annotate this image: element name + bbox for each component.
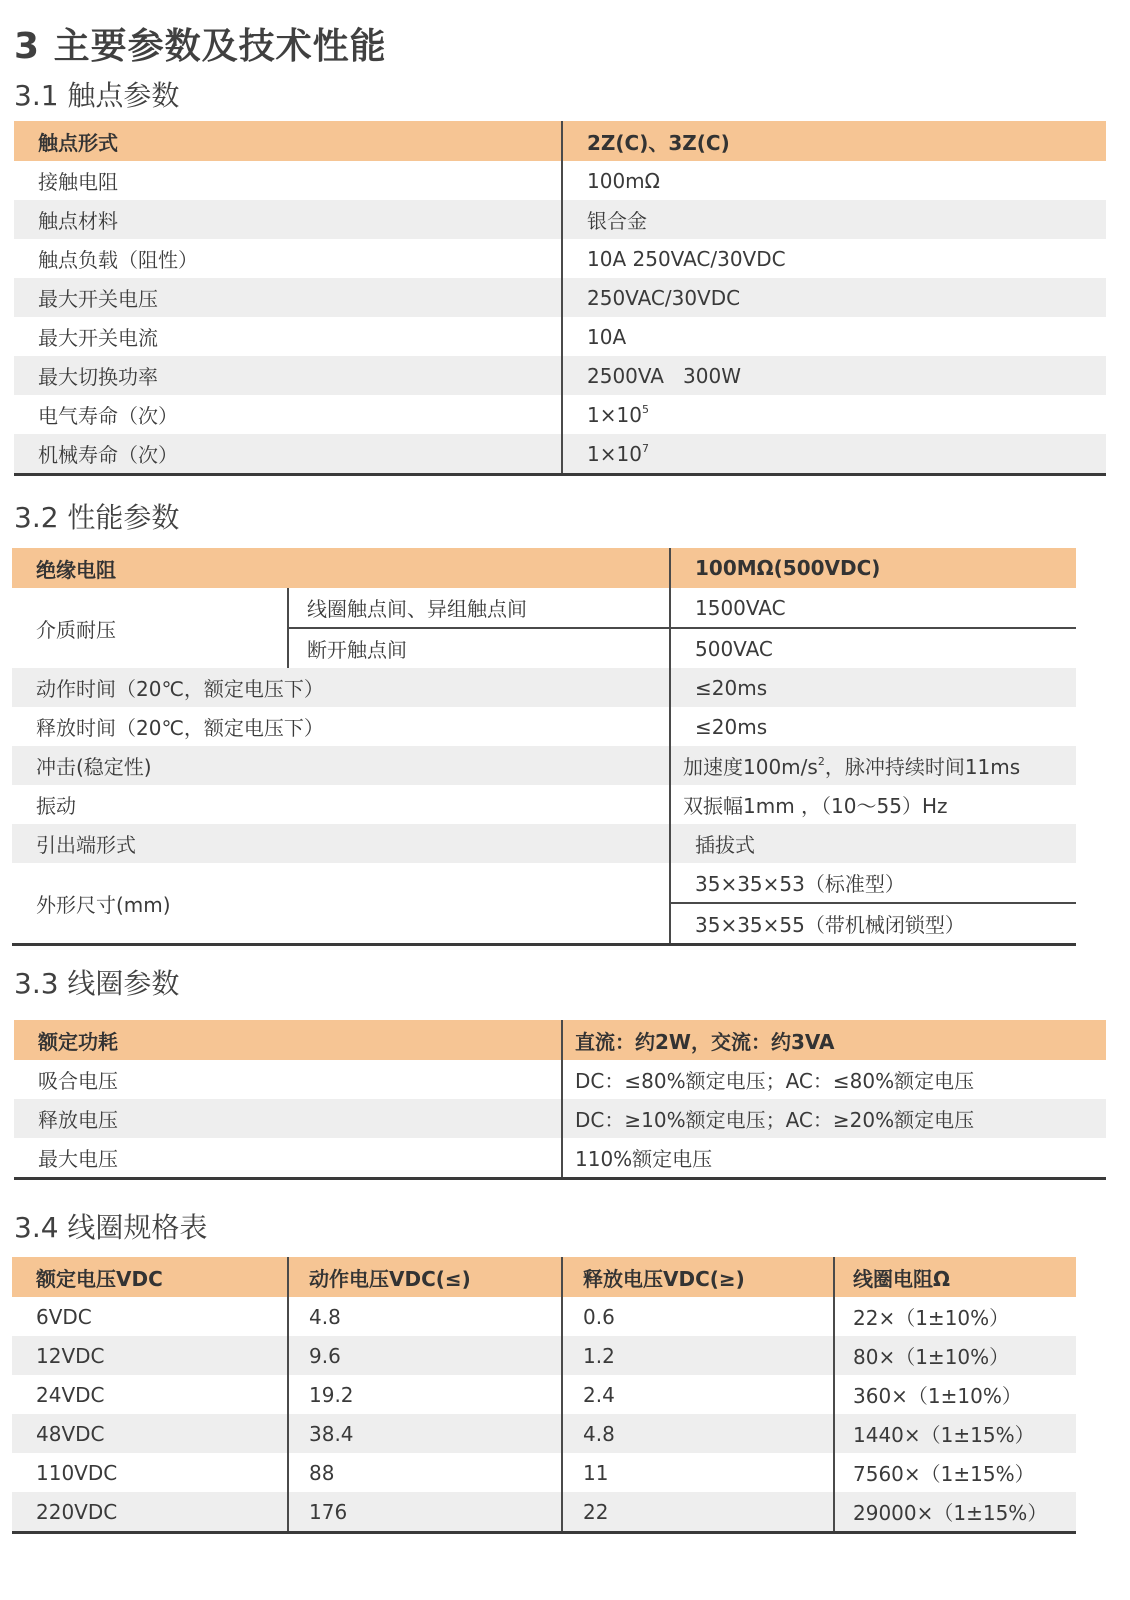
cell-rated-voltage: 24VDC [36, 1382, 105, 1407]
param-value: 500VAC [670, 628, 1076, 668]
param-value: 35×35×55（带机械闭锁型） [670, 903, 1076, 945]
param-value: ≤20ms [670, 668, 1076, 707]
table-header [14, 121, 1106, 161]
value-rest: ，脉冲持续时间11ms [824, 755, 1021, 779]
cell-coil-resistance: 80×（1±10%） [834, 1336, 1076, 1375]
param-value: 2500VA 300W [562, 356, 1106, 395]
cell-release-voltage: 11 [562, 1453, 834, 1492]
table-row [14, 278, 1106, 317]
param-label: 最大电压 [38, 1147, 118, 1171]
param-value: 10A [562, 317, 1106, 356]
param-label: 最大开关电压 [14, 278, 562, 317]
cell-pickup-voltage: 9.6 [288, 1336, 562, 1375]
table-row [12, 785, 1076, 824]
page-title: 3 主要参数及技术性能 [14, 26, 387, 67]
header-cell: 触点形式 [14, 121, 562, 161]
table-row [14, 1060, 1106, 1099]
header-cell: 额定功耗 [14, 1020, 562, 1060]
table-row [14, 1099, 1106, 1138]
table-row [12, 707, 1076, 746]
table-row [14, 317, 1106, 356]
cell-coil-resistance: 22×（1±10%） [834, 1297, 1076, 1336]
table-row [12, 824, 1076, 863]
param-value [562, 434, 1106, 475]
header-cell: 线圈电阻Ω [834, 1257, 1076, 1297]
table-row [12, 1375, 1076, 1414]
cell-rated-voltage: 110VDC [36, 1460, 118, 1485]
param-value: 10A 250VAC/30VDC [562, 239, 1106, 278]
param-value: DC：≤80%额定电压；AC：≤80%额定电压 [562, 1060, 1106, 1099]
table-row [12, 746, 1076, 785]
header-cell: 动作电压VDC(≤) [288, 1257, 562, 1297]
table-row [14, 356, 1106, 395]
coil-spec-table [12, 1257, 1076, 1534]
header-cell: 释放电压VDC(≥) [562, 1257, 834, 1297]
param-value: ≤20ms [670, 707, 1076, 746]
param-label: 触点负载（阻性） [38, 248, 198, 272]
param-value: 35×35×53（标准型） [670, 863, 1076, 903]
cell-coil-resistance: 29000×（1±15%） [834, 1492, 1076, 1533]
contact-params-table [14, 121, 1106, 476]
param-value: 插拔式 [670, 824, 1076, 863]
value-exponent: 5 [641, 402, 649, 416]
param-value: DC：≥10%额定电压；AC：≥20%额定电压 [562, 1099, 1106, 1138]
table-header [12, 548, 1076, 588]
param-label: 释放电压 [14, 1099, 562, 1138]
section-heading-coil: 3.3 线圈参数 [14, 967, 180, 1000]
section-heading-coil-spec: 3.4 线圈规格表 [14, 1211, 208, 1244]
param-value: 1500VAC [670, 588, 1076, 628]
table-row [12, 1453, 1076, 1492]
param-label: 机械寿命（次） [14, 434, 562, 475]
section-heading-contact: 3.1 触点参数 [14, 79, 180, 112]
param-label: 介质耐压 [12, 588, 288, 668]
param-sublabel: 线圈触点间、异组触点间 [288, 588, 670, 628]
value-base: 1×10 [587, 402, 642, 427]
cell-release-voltage: 1.2 [562, 1336, 834, 1375]
value-exponent: 7 [641, 441, 649, 455]
value-base: 1×10 [587, 441, 642, 466]
param-value: 100mΩ [562, 161, 1106, 200]
param-label: 最大开关电流 [38, 326, 158, 350]
table-row [14, 200, 1106, 239]
header-cell: 100MΩ(500VDC) [670, 548, 1076, 588]
cell-coil-resistance: 360×（1±10%） [834, 1375, 1076, 1414]
header-cell: 额定电压VDC [12, 1257, 288, 1297]
cell-pickup-voltage: 38.4 [288, 1414, 562, 1453]
value-base: 加速度100m/s [683, 755, 818, 779]
table-row [12, 1492, 1076, 1533]
table-row [12, 1297, 1076, 1336]
param-label: 外形尺寸(mm) [36, 892, 171, 917]
table-row [14, 239, 1106, 278]
table-row [14, 395, 1106, 434]
table-header [12, 1257, 1076, 1297]
value-exponent: 2 [817, 755, 825, 768]
cell-rated-voltage: 220VDC [12, 1492, 288, 1533]
table-header [14, 1020, 1106, 1060]
cell-release-voltage: 22 [562, 1492, 834, 1533]
cell-coil-resistance: 1440×（1±15%） [834, 1414, 1076, 1453]
param-value: 双振幅1mm ，（10～55）Hz [670, 785, 1076, 824]
param-value: 110%额定电压 [562, 1138, 1106, 1179]
header-cell: 2Z(C)、3Z(C) [562, 121, 1106, 161]
param-label: 触点材料 [14, 200, 562, 239]
cell-coil-resistance: 7560×（1±15%） [834, 1453, 1076, 1492]
param-label: 电气寿命（次） [38, 404, 178, 428]
param-label: 最大切换功率 [14, 356, 562, 395]
cell-release-voltage: 2.4 [562, 1375, 834, 1414]
table-row [12, 863, 1076, 903]
param-label: 吸合电压 [38, 1069, 118, 1093]
param-value [670, 746, 1076, 785]
cell-rated-voltage: 6VDC [36, 1304, 92, 1329]
cell-pickup-voltage: 88 [288, 1453, 562, 1492]
cell-pickup-voltage: 4.8 [288, 1297, 562, 1336]
cell-pickup-voltage: 176 [288, 1492, 562, 1533]
table-row [14, 161, 1106, 200]
table-row [12, 1414, 1076, 1453]
param-label: 振动 [36, 794, 76, 818]
param-value [562, 395, 1106, 434]
cell-release-voltage: 0.6 [562, 1297, 834, 1336]
param-label: 接触电阻 [38, 170, 118, 194]
cell-release-voltage: 4.8 [562, 1414, 834, 1453]
param-value: 250VAC/30VDC [562, 278, 1106, 317]
cell-rated-voltage: 12VDC [12, 1336, 288, 1375]
param-label: 引出端形式 [12, 824, 670, 863]
table-row [14, 1138, 1106, 1179]
cell-rated-voltage: 48VDC [12, 1414, 288, 1453]
header-cell: 绝缘电阻 [12, 548, 670, 588]
table-row [12, 1336, 1076, 1375]
param-label: 冲击(稳定性) [12, 746, 670, 785]
param-label: 释放时间（20℃，额定电压下） [36, 716, 324, 740]
performance-params-table [12, 548, 1076, 946]
param-sublabel: 断开触点间 [288, 628, 670, 668]
table-row [12, 588, 1076, 628]
section-heading-performance: 3.2 性能参数 [14, 501, 180, 534]
header-cell: 直流：约2W，交流：约3VA [562, 1020, 1106, 1060]
table-row [14, 434, 1106, 475]
cell-pickup-voltage: 19.2 [288, 1375, 562, 1414]
param-label: 动作时间（20℃，额定电压下） [12, 668, 670, 707]
table-row [12, 668, 1076, 707]
coil-params-table [14, 1020, 1106, 1180]
param-value: 银合金 [562, 200, 1106, 239]
